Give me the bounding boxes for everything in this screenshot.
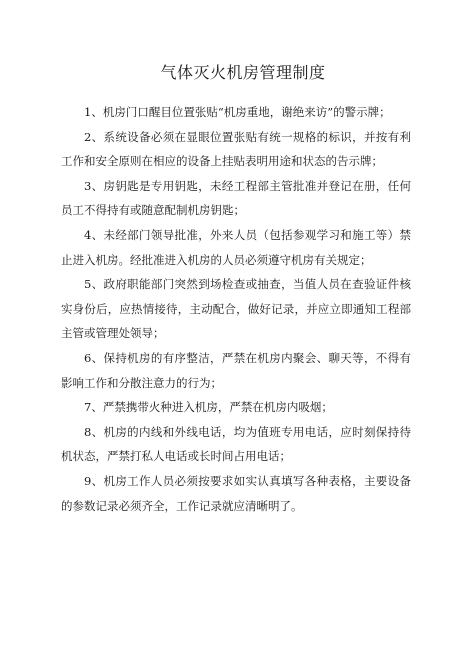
rule-item-6: 6、保持机房的有序整洁，严禁在机房内聚会、聊天等，不得有影响工作和分散注意力的行为； — [61, 350, 411, 390]
rule-item-8: 8、机房的内线和外线电话，均为值班专用电话，应时刻保持待机状态，严禁打私人电话或长时间占用电话； — [61, 424, 411, 464]
rule-item-2: 2、系统设备必须在显眼位置张贴有统一规格的标识，并按有利工作和安全原则在相应的设备上挂贴表明用途和状态的告示牌； — [61, 129, 411, 169]
rules-list — [61, 100, 411, 518]
rule-item-9: 9、机房工作人员必须按要求如实认真填写各种表格，主要设备的参数记录必须齐全，工作记录就应清晰明了。 — [61, 473, 411, 513]
rule-item-4: 4、未经部门领导批准，外来人员（包括参观学习和施工等）禁止进入机房。经批准进入机房的人员必须遵守机房有关规定； — [61, 227, 411, 267]
rule-item-5: 5、政府职能部门突然到场检查或抽查，当值人员在查验证件核实身份后，应热情接待，主动配合，做好记录，并应立即通知工程部主管或管理处领导； — [61, 277, 411, 341]
rule-item-1: 1、机房门口醒目位置张贴“机房重地，谢绝来访”的警示牌； — [84, 105, 391, 119]
rule-item-3: 3、房钥匙是专用钥匙，未经工程部主管批准并登记在册，任何员工不得持有或随意配制机房钥匙； — [61, 178, 411, 218]
document-title: 气体灭火机房管理制度 — [160, 63, 326, 82]
rule-item-7: 7、严禁携带火种进入机房，严禁在机房内吸烟； — [84, 400, 333, 415]
